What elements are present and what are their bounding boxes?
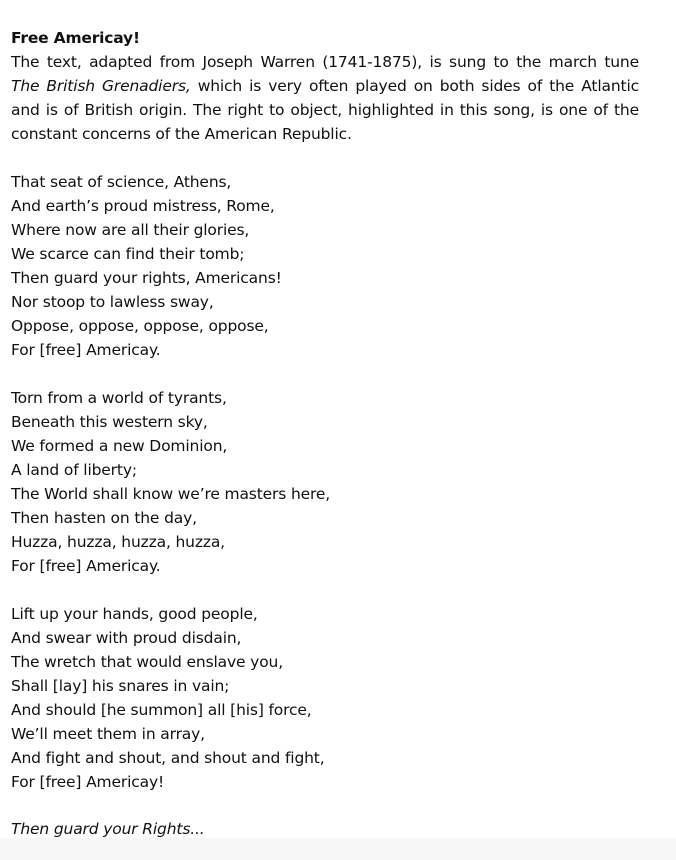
verse-line: We scarce can find their tomb; [11, 245, 245, 263]
page-bottom-shade [0, 838, 676, 860]
verse-line: Torn from a world of tyrants, [11, 389, 227, 407]
verse-line: Shall [lay] his snares in vain; [11, 677, 230, 695]
verse-line: Nor stoop to lawless sway, [11, 293, 214, 311]
tune-name: The British Grenadiers, [11, 77, 191, 95]
verse-line: For [free] Americay. [11, 557, 161, 575]
stanza-1 [11, 170, 639, 362]
intro-paragraph [11, 50, 639, 146]
verse-line: And should [he summon] all [his] force, [11, 701, 312, 719]
verse-line: Lift up your hands, good people, [11, 605, 258, 623]
verse-line: For [free] Americay. [11, 341, 161, 359]
verse-line: Huzza, huzza, huzza, huzza, [11, 533, 225, 551]
verse-line: We’ll meet them in array, [11, 725, 205, 743]
verse-line: For [free] Americay! [11, 773, 165, 791]
verse-line: Beneath this western sky, [11, 413, 208, 431]
verse-line: Then guard your rights, Americans! [11, 269, 282, 287]
song-title: Free Americay! [11, 29, 140, 47]
verse-line: And earth’s proud mistress, Rome, [11, 197, 275, 215]
intro-text-part-1: The text, adapted from Joseph Warren (1741-1875), is sung to the march tune [11, 53, 639, 71]
verse-line: Then hasten on the day, [11, 509, 197, 527]
verse-line: The World shall know we’re masters here, [11, 485, 331, 503]
verse-line: That seat of science, Athens, [11, 173, 232, 191]
verse-line: Oppose, oppose, oppose, oppose, [11, 317, 269, 335]
verse-line: And swear with proud disdain, [11, 629, 242, 647]
verse-line: We formed a new Dominion, [11, 437, 228, 455]
closing-line: Then guard your Rights... [11, 820, 205, 838]
verse-line: The wretch that would enslave you, [11, 653, 283, 671]
verse-line: A land of liberty; [11, 461, 137, 479]
intro-text-part-2: which is very often played on both sides of the Atlantic and is of British origin. The right to object, highlighted in this song, is one of the constant concerns of the American Republic. [11, 77, 639, 143]
stanza-3 [11, 602, 639, 794]
verse-line: Where now are all their glories, [11, 221, 250, 239]
verse-line: And fight and shout, and shout and fight, [11, 749, 325, 767]
stanza-2 [11, 386, 639, 578]
song-document [11, 26, 639, 841]
